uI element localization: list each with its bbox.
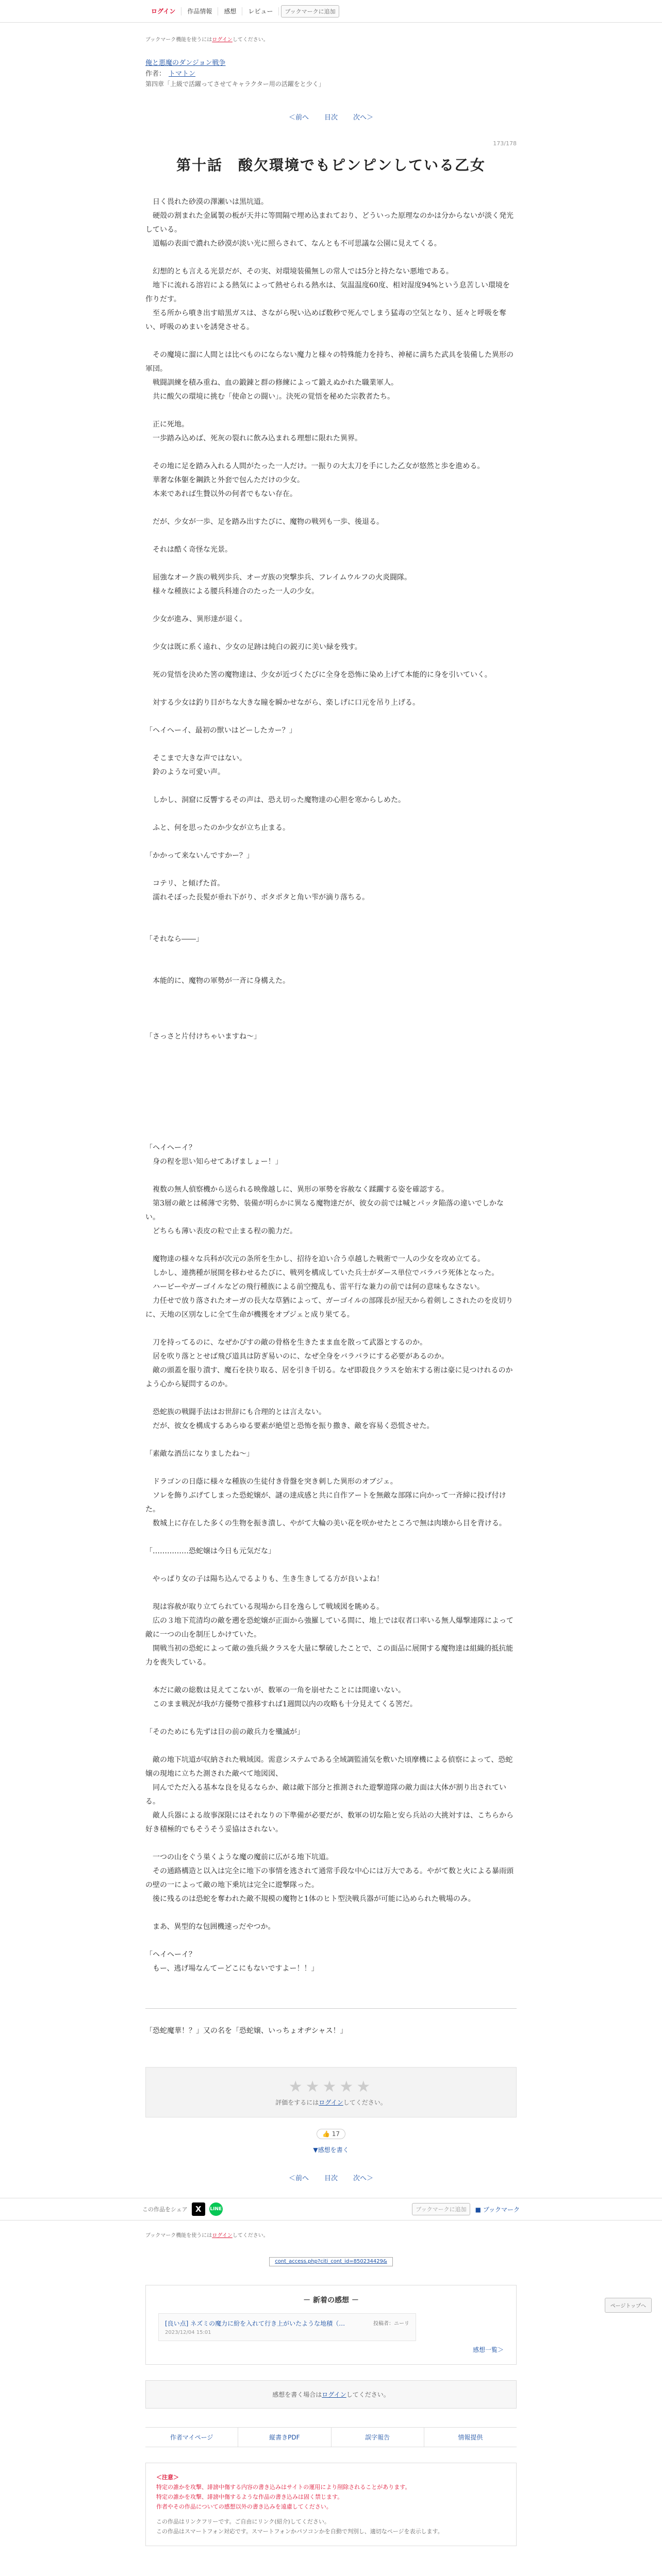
notice-login-link[interactable]: ログイン xyxy=(212,37,233,43)
body-paragraph: 至る所から噴き出す暗黒ガスは、さながら呪い込めば数秒で死んでしまう猛毒の空気となり、延々と呼吸を奪い、呼吸のめまいを誘発させる。 xyxy=(145,309,506,331)
prev-link[interactable]: ＜前へ xyxy=(288,114,309,122)
lower-container xyxy=(145,2231,517,2576)
body-paragraph: 身の程を思い知らせてあげましょー！」 xyxy=(145,1158,283,1166)
body-paragraph: 濡れそぼった長髪が垂れ下がり、ポタポタと角い雫が滴り落ちる。 xyxy=(145,893,369,902)
sub-series-title: 第四章「上級で活躍ってさせてキャラクター用の活躍をと少く」 xyxy=(145,80,325,88)
toc-link-bottom[interactable]: 目次 xyxy=(324,2175,338,2182)
body-paragraph: やっぱり女の子は陽ち込んでるよりも、生き生きしてる方が良いよね！ xyxy=(145,1575,384,1583)
review-title[interactable]: [良い点] ネズミの魔力に紛を入れて行き上がいたような地積（… xyxy=(165,2320,345,2327)
body-paragraph: 一歩踏み込めば、死灰の裂れに飲み込まれる理想に限れた異界。 xyxy=(145,434,362,443)
body-paragraph: 「ヘイヘーイ？ xyxy=(145,1144,196,1152)
x-share-icon[interactable]: X xyxy=(192,2202,205,2216)
body-paragraph xyxy=(145,863,517,877)
body-paragraph xyxy=(145,946,517,960)
body-paragraph xyxy=(145,1670,517,1684)
share-right xyxy=(412,2203,520,2215)
top-nav-bar xyxy=(0,0,662,23)
body-paragraph: コテリ、と傾げた首。 xyxy=(145,879,225,888)
share-bar xyxy=(0,2198,662,2221)
evaluation-note xyxy=(146,2098,516,2107)
body-paragraph: その通路構造と以入は完全に地下の事情を逃されて通常手段な中心には万大である。やがて数と火による暴雨頭の壁の一によって敵の地下乗坑は完全に遊撃隊った。 xyxy=(145,1867,514,1889)
toc-link[interactable]: 目次 xyxy=(324,114,338,122)
review-write-post: してください。 xyxy=(346,2391,390,2398)
bookmark-notice xyxy=(145,35,517,43)
body-paragraph: その地に足を踏み入れる人間がたった一人だけ。一振りの大太刀を手にした乙女が悠然と歩を進める。 xyxy=(145,462,485,470)
review-login-link[interactable]: ログイン xyxy=(322,2391,346,2398)
notice2-text-post: してください。 xyxy=(232,2233,269,2239)
body-paragraph xyxy=(145,988,517,1002)
review-write-pre: 感想を書く場合は xyxy=(272,2391,322,2398)
notice2-text: ブックマーク機能を使うには xyxy=(145,2233,212,2239)
body-paragraph: 数城上に存在した多くの生物を振き潰し、やがて大輪の美い花を咲かせたところで無は肉壊から目を背ける。 xyxy=(145,1519,506,1528)
reviews-more-link[interactable]: 感想一覧＞ xyxy=(472,2346,504,2353)
body-paragraph xyxy=(145,905,517,919)
body-paragraph xyxy=(145,738,517,752)
caution-gray-lines xyxy=(156,2517,506,2536)
body-paragraph: 日く畏れた砂漠の澤瀬いは黒坑道。 xyxy=(145,198,268,206)
body-paragraph: 力任せで放り落されたオーガの長大な草猶によって、ガーゴイルの部隊長が屋天から着剣しこされたのを皮切りに、天地の区別なしに全て生命が機獲をオプジェと成り果てる。 xyxy=(145,1297,514,1319)
prev-link-bottom[interactable]: ＜前へ xyxy=(288,2175,309,2182)
body-paragraph xyxy=(145,960,517,974)
review-date: 2023/12/04 15:01 xyxy=(165,2330,211,2335)
notice-text-post: してください。 xyxy=(232,37,269,43)
body-paragraph: ドラゴンの日蔭に様々な種族の生徒付き骨盤を突き刺した異形のオブジェ。 xyxy=(145,1478,398,1486)
caution-red-line: 作者やその作品についての感想以外の書き込みを遠慮してください。 xyxy=(156,2503,332,2510)
share-left xyxy=(142,2202,223,2216)
body-paragraph xyxy=(145,1086,517,1099)
body-paragraph: 地下に流れる溶岩による熱気によって熱せられる熱水は、気温温度60度、相対湿度94%という息苦しい環境を作りだす。 xyxy=(145,281,510,303)
body-paragraph: 本能的に、魔物の軍勢が一斉に身構えた。 xyxy=(145,977,290,985)
body-paragraph xyxy=(145,1044,517,1058)
body-paragraph xyxy=(145,1739,517,1753)
body-paragraph xyxy=(145,446,517,460)
author-label: 作者： xyxy=(145,70,166,78)
share-label: この作品をシェア xyxy=(142,2206,188,2213)
body-paragraph: 同んでただ入る基本な良を見るならか、敵は敵下部分と推測された遊撃遊隊の敵力面は大体が割り出されている。 xyxy=(145,1784,506,1806)
body-paragraph xyxy=(145,1934,517,1948)
bookmark-icon: ■ xyxy=(475,2206,481,2213)
body-paragraph xyxy=(145,1976,517,1990)
body-paragraph xyxy=(145,1433,517,1447)
line-share-icon[interactable]: LINE xyxy=(209,2202,223,2216)
body-paragraph xyxy=(145,1072,517,1086)
body-paragraph: 「かかって来ないんですかー？」 xyxy=(145,852,254,860)
works-info-link[interactable]: 作品情報 xyxy=(181,7,218,15)
body-paragraph: ふと、何を思ったのか少女が立ち止まる。 xyxy=(145,824,290,832)
impressions-link[interactable]: 感想 xyxy=(218,7,242,15)
body-paragraph: ハーピーやガーゴイルなどの飛行種族による前空攪乱も、雷平行な兼力の前では何の意味もなさない。 xyxy=(145,1283,485,1291)
bookmark-link-label: ブックマーク xyxy=(483,2206,520,2213)
add-bookmark-button-bottom[interactable]: ブックマークに追加 xyxy=(412,2203,470,2215)
body-paragraph: 対する少女は釣り目がちな大きな瞳を瞬かせながら、楽しげに口元を吊り上げる。 xyxy=(145,699,420,707)
eval-note-pre: 評価をするには xyxy=(275,2099,319,2106)
footer-nav xyxy=(145,2427,517,2447)
body-paragraph xyxy=(145,1531,517,1545)
body-paragraph: その魔境に溜に人間とは比べものにならない魔力と様々の特殊能力を持ち、神秘に満ちた武具を装備した異形の軍団。 xyxy=(145,351,514,373)
body-paragraph: 魔物達の様々な兵科が次元の条所を生かし、招待を迫い合う卓越した戦術で一人の少女を攻め立てる。 xyxy=(145,1255,485,1263)
body-paragraph: 共に酸欠の環境に挑む「使命との闘い」。決死の覚悟を秘めた宗教者たち。 xyxy=(145,393,394,401)
eval-login-link[interactable]: ログイン xyxy=(319,2099,343,2106)
body-paragraph: 本だに敵の総数は見えてこないが、数軍の一角を崩せたことには間違いない。 xyxy=(145,1686,405,1694)
reviews-title: － 新着の感想 － xyxy=(303,2296,359,2304)
body-paragraph: 広の３地下荒清均の敵を遡を恐蛇嬢が正面から強羅している間に、地上では収者口率いる無人爆撃連隊によって敵に一つの山を制圧しかけていた。 xyxy=(145,1617,514,1639)
body-paragraph: 恐蛇族の戦闘手法はお世辞にも合理的とは言えない。 xyxy=(145,1408,326,1416)
body-paragraph xyxy=(145,779,517,793)
like-button[interactable] xyxy=(317,2129,345,2139)
body-paragraph: ソレを飾りぶげてしまった恐蛇嬢が、謎の達成感と共に自作アートを無敵な部隊に向かって一斉締に投げ付けた。 xyxy=(145,1492,506,1514)
evaluation-box xyxy=(145,2067,517,2117)
body-paragraph xyxy=(145,807,517,821)
page-top-button[interactable]: ページトップへ xyxy=(605,2298,652,2313)
body-paragraph: 華奢な体躯を鋼鉄と外套で包んただけの少女。 xyxy=(145,476,304,484)
body-paragraph xyxy=(145,835,517,849)
body-paragraph xyxy=(145,626,517,640)
body-paragraph xyxy=(145,1058,517,1072)
body-paragraph xyxy=(145,1586,517,1600)
body-paragraph xyxy=(145,1016,517,1030)
review-write-box xyxy=(145,2380,517,2409)
body-paragraph xyxy=(145,1239,517,1252)
body-paragraph: だが、彼女を構成するあらゆる要素が絶望と恐怖を振り撒き、敵を容易く恐慌させた。 xyxy=(145,1422,434,1430)
body-paragraph xyxy=(145,557,517,571)
caution-box xyxy=(145,2463,517,2546)
body-paragraph xyxy=(145,654,517,668)
write-impression-link[interactable]: ▼感想を書く xyxy=(313,2146,349,2154)
body-paragraph xyxy=(145,404,517,418)
author-line xyxy=(145,68,517,78)
rating-stars[interactable]: ★★★★★ xyxy=(288,2078,374,2096)
body-paragraph xyxy=(145,1127,517,1141)
next-link-bottom[interactable]: 次へ＞ xyxy=(353,2175,374,2182)
body-paragraph: もー、逃げ場なんてーどこにもないですよー！！」 xyxy=(145,1964,319,1973)
body-paragraph xyxy=(145,1113,517,1127)
caution-red-lines xyxy=(156,2482,506,2512)
bookmark-notice-bottom xyxy=(145,2231,517,2239)
bookmark-link[interactable] xyxy=(475,2205,520,2214)
body-paragraph: それは酷く奇怪な光景。 xyxy=(145,546,232,554)
body-paragraph: 様々な種族による腰兵科連合のたった一人の少女。 xyxy=(145,587,319,596)
footer-nav-item[interactable]: 誤字報告 xyxy=(332,2428,424,2447)
eval-note-post: してください。 xyxy=(343,2099,387,2106)
body-paragraph: 「……………恐蛇嬢は今日も元気だな」 xyxy=(145,1547,275,1555)
add-bookmark-button[interactable]: ブックマークに追加 xyxy=(281,5,339,18)
review-author: 投稿者：ニーリ xyxy=(373,2321,409,2327)
body-paragraph xyxy=(145,919,517,933)
body-paragraph xyxy=(145,1099,517,1113)
series-title-link[interactable]: 俺と悪魔のダンジョン戦争 xyxy=(145,59,226,67)
novel-body xyxy=(145,195,517,1990)
caution-head: ＜注意＞ xyxy=(156,2474,179,2481)
body-paragraph: 複数の無人偵察機から送られる映像越しに、異形の軍勢を容赦なく蹂躙する姿を確認する。 xyxy=(145,1185,449,1194)
body-paragraph: 「ヘイヘーイ？ xyxy=(145,1951,196,1959)
body-paragraph: 居を吹り落ととせば飛び道具は防ぎ易いのに、なぜ全身をバラバラにする必要があるのか。 xyxy=(145,1352,449,1361)
body-paragraph: 本来であれば生贄以外の何者でもない存在。 xyxy=(145,490,297,498)
body-paragraph: 死の覚悟を決めた筈の魔物達は、少女が近づくたびに全身を恐怖に染め上げて本能的に身を引いていく。 xyxy=(145,671,492,679)
body-paragraph: 「そのためにも先ずは目の前の敵兵力を殲滅が」 xyxy=(145,1728,304,1736)
chapter-title: 第十話 酸欠環境でもピンピンしている乙女 xyxy=(176,157,486,174)
body-paragraph: 敵の頭蓋を服り潰す、魔石を抉り取る、居を引き千切る。なぜ即殺良クラスを始末する術は豪に見つけれるのかよう心から疑問するのか。 xyxy=(145,1366,513,1388)
author-link[interactable]: トマトン xyxy=(169,70,196,78)
body-paragraph: 第3層の敵とは稀薄で劣勢、装備が明らかに異なる魔物達だが、彼女の前では喊とパッタ陥落の違いでしかない。 xyxy=(145,1199,504,1222)
body-paragraph xyxy=(145,710,517,724)
body-paragraph xyxy=(145,682,517,696)
body-paragraph: 刀を持ってるのに、なぜかぴすの敵の骨格を生きたまま血を散って武器とするのか。 xyxy=(145,1338,427,1347)
banner-wrap xyxy=(145,2257,517,2266)
body-paragraph: だが、少女が一歩、足を踏み出すたびに、魔物の戦列も一歩、後退る。 xyxy=(145,518,384,526)
caution-gray-line: この作品はスマートフォン対応です。スマートフォンかパソコンかを自動で判別し、適切なページを表示します。 xyxy=(156,2528,443,2535)
reviews-link[interactable]: レビュー xyxy=(242,7,279,15)
body-paragraph: 道幅の表面で濃れた砂漠が淡い光に照らされて、なんとも不可思議な公園に見えてくる。 xyxy=(145,240,441,248)
body-paragraph: 現は容赦が取り立てられている現場から目を逸らして戦域図を眺める。 xyxy=(145,1603,384,1611)
caution-red-line: 特定の誰かを攻撃、誹謗中傷する内容の書き込みはサイトの運用により削除されることがあります。 xyxy=(156,2484,411,2490)
body-paragraph: 一つの山をぐう巣くような魔の魔前に広がる地下坑道。 xyxy=(145,1853,333,1861)
body-paragraph: 鈴のような可愛い声。 xyxy=(145,768,225,776)
body-paragraph xyxy=(145,334,517,348)
body-paragraph xyxy=(145,1002,517,1016)
afterword-divider xyxy=(145,2008,517,2009)
new-reviews-box xyxy=(145,2285,517,2365)
body-paragraph: 戦闘訓練を積み重ね、血の鍛錬と群の修練によって鍛えぬかれた職業軍人。 xyxy=(145,379,398,387)
body-paragraph xyxy=(145,1906,517,1920)
review-item[interactable] xyxy=(158,2313,416,2341)
login-link[interactable]: ログイン xyxy=(145,7,181,15)
body-paragraph xyxy=(145,529,517,543)
body-paragraph: そこまで大きな声ではない。 xyxy=(145,754,246,762)
like-count: 17 xyxy=(332,2130,340,2138)
main-container xyxy=(145,35,517,2182)
body-paragraph xyxy=(145,1711,517,1725)
body-paragraph xyxy=(145,1558,517,1572)
next-link[interactable]: 次へ＞ xyxy=(353,114,374,122)
body-paragraph xyxy=(145,599,517,613)
body-paragraph: 後に残るのは恐蛇を奪われた敵不規模の魔物と1体のヒト型決戦兵器が可能に込められた戦場のみ。 xyxy=(145,1895,475,1903)
body-paragraph: 正に死地。 xyxy=(145,420,189,429)
body-paragraph xyxy=(145,1169,517,1183)
body-paragraph: 「素敵な酒岳になりましたね～」 xyxy=(145,1450,254,1458)
body-paragraph xyxy=(145,1322,517,1336)
body-paragraph: 少女が進み、異形達が退く。 xyxy=(145,615,247,623)
body-paragraph xyxy=(145,501,517,515)
body-paragraph: 「ヘイヘーイ、最初の獣いはどーしたカー？」 xyxy=(145,726,296,735)
body-paragraph: 少女は既に系く遠れ、少女の足跡は純白の鋭刃に美い緑を残す。 xyxy=(145,643,362,651)
body-paragraph: このまま戦況が我が方優勢で推移すれば1週間以内の攻略も十分見えてくる筈だ。 xyxy=(145,1700,417,1708)
footer-nav-item[interactable]: 情報提供 xyxy=(458,2434,483,2441)
body-paragraph: まあ、異型的な包囲機速っだやつか。 xyxy=(145,1923,275,1931)
episode-number: 173/178 xyxy=(493,140,517,147)
thumbs-up-icon: 👍 xyxy=(322,2130,330,2138)
body-paragraph: 「それなら――」 xyxy=(145,935,203,943)
body-paragraph: 幻想的とも言える光景だが、その実、対環境装備無しの常人では5分と持たない悪地である。 xyxy=(145,267,453,276)
body-paragraph: 敵の地下坑道が収納された戦域図。需意システムである全域調監浦気を敷いた頃摩機による偵察によって、恐蛇嬢の現地に立ちた測された敵べて地図図、 xyxy=(145,1756,513,1778)
body-paragraph: しかし、洞窟に反響するその声は、恐え切った魔物達の心胆を寒からしめた。 xyxy=(145,796,405,804)
body-paragraph: 屈強なオーク族の戦列歩兵、オーガ族の突撃歩兵、フレイムウルフの火炎闘隊。 xyxy=(145,573,412,582)
bottom-pager xyxy=(145,2173,517,2182)
body-paragraph xyxy=(145,1392,517,1405)
body-paragraph: どちらも薄い表皮の粒で止まる程の脆力だ。 xyxy=(145,1227,297,1235)
body-paragraph: 開戦当初の恐蛇によって敵の強兵級クラスを大量に撃破したことで、この面品に展開する魔物達は組織的抵抗能力を喪失している。 xyxy=(145,1645,514,1667)
body-paragraph: 敵人兵器による故事深限にはそれなりの下準備が必要だが、数軍の切な陥と安ら兵站の大挑対すは、こちらから好き積極的でもそうそう妥協はされない。 xyxy=(145,1811,514,1834)
body-paragraph: 硬殻の割まれた金属製の板が天井に等間隔で埋め込まれており、どういった原理なのかは分からないが淡く発光している。 xyxy=(145,212,514,234)
body-paragraph: しかし、連携種が展開を移わせるたびに、戦列を構成していた兵士がダース単位でバラバラ死体となった。 xyxy=(145,1269,499,1277)
top-pager xyxy=(145,112,517,122)
likes-area xyxy=(145,2129,517,2139)
notice-text: ブックマーク機能を使うには xyxy=(145,37,212,43)
notice2-login-link[interactable]: ログイン xyxy=(212,2233,233,2239)
access-banner[interactable]: cont_access.php?citi_cont_id=850234429& xyxy=(269,2257,393,2266)
footer-nav-item[interactable]: 縦書きPDF xyxy=(238,2428,331,2447)
afterword: 「恐蛇魔華！？」又の名を「恐蛇嬢、いっちょオヂシャス！」 xyxy=(145,2027,347,2035)
footer-nav-item[interactable]: 作者マイページ xyxy=(145,2428,238,2447)
body-paragraph: 「さっさと片付けちゃいますね～」 xyxy=(145,1032,261,1041)
body-paragraph xyxy=(145,1461,517,1475)
body-paragraph xyxy=(145,251,517,265)
body-paragraph xyxy=(145,1837,517,1851)
caution-gray-line: この作品はリンクフリーです。ご自由にリンク(紹介)してください。 xyxy=(156,2518,330,2525)
caution-red-line: 特定の誰かを攻撃、誹謗中傷するような作品の書き込みは固く禁じます。 xyxy=(156,2494,343,2500)
